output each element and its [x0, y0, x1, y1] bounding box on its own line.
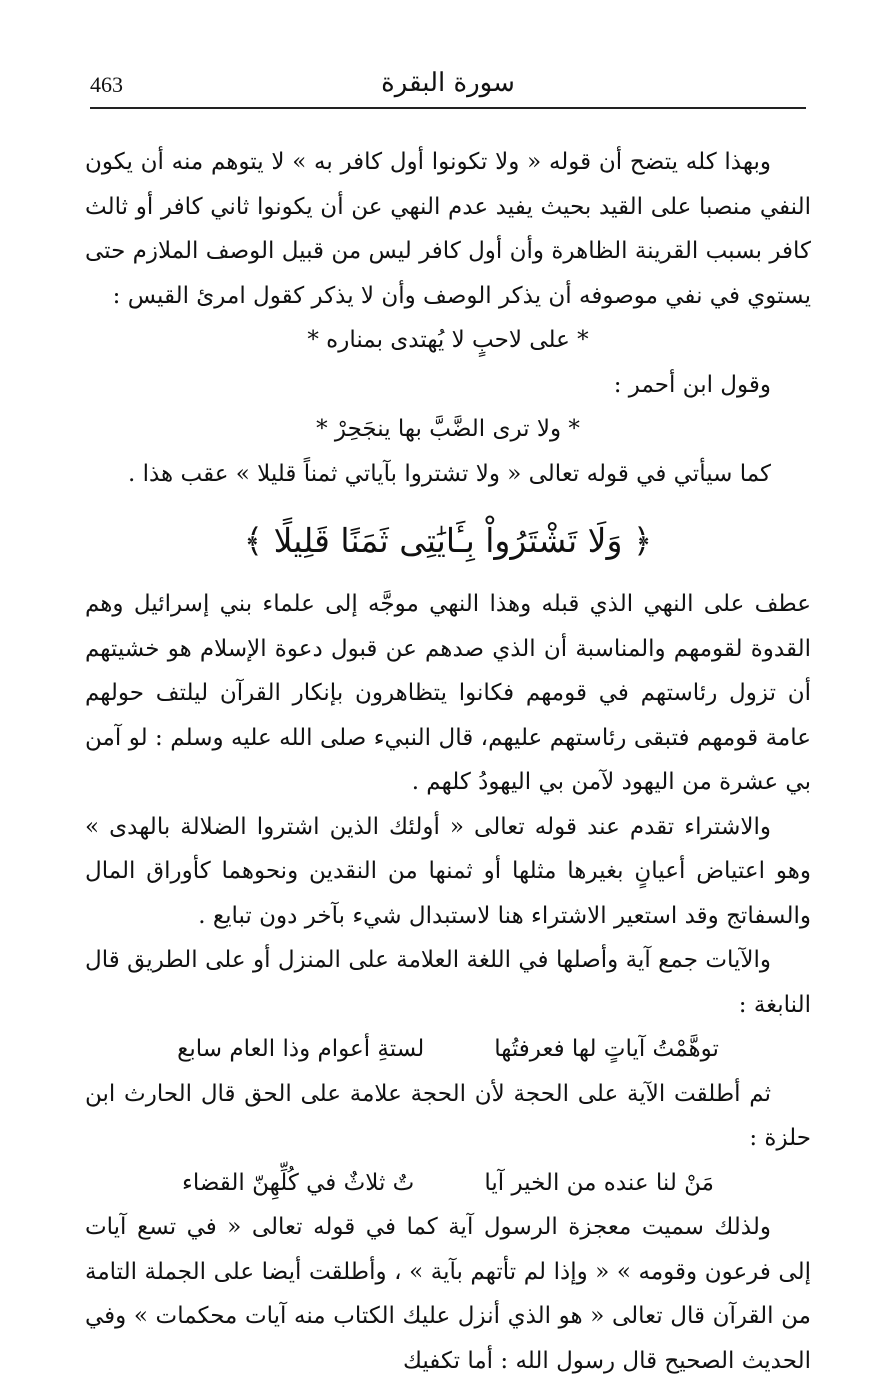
quran-verse-heading: ﴿ وَلَا تَشْتَرُواْ بِـَٔايَٰتِى ثَمَنًا قَلِيلًا ﴾ — [243, 521, 653, 560]
page-header — [90, 58, 806, 104]
poem-2-first-hemistich: مَنْ لنا عنده من الخير آيا — [484, 1169, 714, 1196]
paragraph-5: والاشتراء تقدم عند قوله تعالى « أولئك الذين اشتروا الضلالة بالهدى » وهو اعتياض أعيانٍ بغيرها مثلها أو ثمنها من النقدين ونحوهما كأوراق المال والسفاتج وقد استعير الاشتراء هنا لاستبدال شيء بآخر دون تبايع . — [85, 813, 811, 929]
poem-couplet-1 — [85, 1027, 811, 1072]
poetry-line-1: * على لاحبٍ لا يُهتدى بمناره * — [307, 327, 589, 353]
poetry-line-2: * ولا ترى الضَّبَّ بها ينجَحِرْ * — [316, 416, 580, 442]
page-number: 463 — [90, 72, 123, 97]
paragraph-4: عطف على النهي الذي قبله وهذا النهي موجَّه إلى علماء بني إسرائيل وهم القدوة لقومهم والمناسبة أن الذي صدهم عن قبول دعوة الإسلام هو خشيتهم أن تزول رئاستهم في قومهم فكانوا يتظاهرون بإنكار القرآن ليلتف حولهم عامة قومهم فتبقى رئاستهم عليهم، قال النبيء صلى الله عليه وسلم : لو آمن بي عشرة من اليهود لآمن بي اليهودُ كلهم . — [85, 591, 811, 795]
poem-1-first-hemistich: توهَّمْتُ آياتٍ لها فعرفتُها — [494, 1036, 719, 1062]
paragraph-3: كما سيأتي في قوله تعالى « ولا تشتروا بآياتي ثمناً قليلا » عقب هذا . — [127, 460, 771, 487]
poem-2-second-hemistich: تٌ ثلاثٌ في كُلِّهِنّ القضاء — [182, 1169, 415, 1196]
poem-couplet-2 — [85, 1161, 811, 1206]
paragraph-8: ولذلك سميت معجزة الرسول آية كما في قوله تعالى « في تسع آيات إلى فرعون وقومه » « وإذا لم تأتهم بآية » ، وأطلقت أيضا على الجملة التامة من القرآن قال تعالى « هو الذي أنزل عليك الكتاب منه آيات محكمات » وفي الحديث الصحيح قال رسول الله : أما تكفيك — [85, 1214, 811, 1374]
poem-1-second-hemistich: لستةِ أعوام وذا العام سابع — [177, 1036, 425, 1062]
page-body — [85, 140, 811, 1377]
paragraph-2: وقول ابن أحمر : — [613, 371, 771, 398]
paragraph-7: ثم أطلقت الآية على الحجة لأن الحجة علامة على الحق قال الحارث ابن حلزة : — [85, 1080, 811, 1151]
header-divider — [90, 107, 806, 109]
paragraph-6: والآيات جمع آية وأصلها في اللغة العلامة على المنزل أو على الطريق قال النابغة : — [85, 947, 811, 1018]
surah-title: سورة البقرة — [381, 68, 515, 98]
paragraph-1: وبهذا كله يتضح أن قوله « ولا تكونوا أول كافر به » لا يتوهم منه أن يكون النفي منصبا على القيد بحيث يفيد عدم النهي عن أن يكونوا ثاني كافر أو ثالث كافر بسبب القرينة الظاهرة وأن أول كافر ليس من قبيل الوصف الملازم حتى يستوي في نفي موصوفه أن يذكر الوصف وأن لا يذكر كقول امرئ القيس : — [85, 149, 811, 309]
